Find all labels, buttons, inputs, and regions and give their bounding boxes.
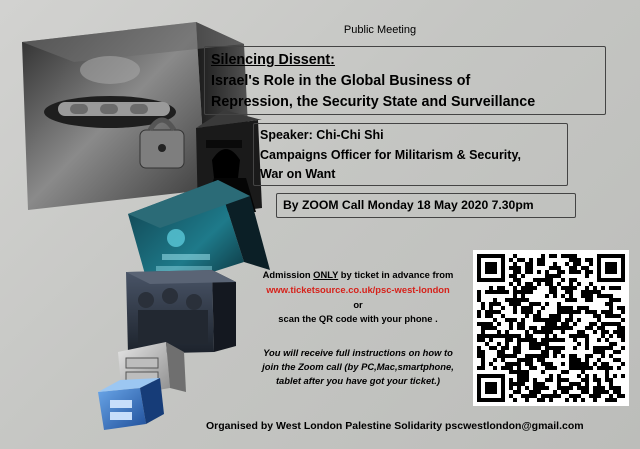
or-text: or	[353, 299, 363, 310]
speaker-name: Speaker: Chi-Chi Shi	[260, 128, 384, 142]
title-line-3: Repression, the Security State and Surveillance	[211, 94, 536, 110]
admission-pre: Admission	[262, 269, 314, 280]
organiser-footer: Organised by West London Palestine Solidarity pscwestlondon@gmail.com	[206, 420, 584, 432]
instructions-line-1: You will receive full instructions on how to	[263, 347, 453, 358]
admission-post: by ticket in advance from	[338, 269, 454, 280]
qr-instruction: scan the QR code with your phone .	[278, 313, 438, 324]
kicker-text: Public Meeting	[343, 24, 417, 36]
qr-code-image	[477, 254, 625, 402]
cube-riot-police	[126, 270, 236, 354]
title-line-1: Silencing Dissent:	[211, 52, 335, 68]
qr-code[interactable]	[473, 250, 629, 406]
speaker-role: Campaigns Officer for Militarism & Security,	[260, 147, 521, 162]
ticket-link[interactable]: www.ticketsource.co.uk/psc-west-london	[266, 284, 450, 295]
zoom-date-box: By ZOOM Call Monday 18 May 2020 7.30pm	[276, 193, 576, 218]
instructions-line-3: tablet after you have got your ticket.)	[275, 375, 441, 386]
speaker-box	[253, 123, 568, 186]
cube-blue-cameras	[98, 378, 164, 430]
title-box	[204, 46, 606, 115]
admission-text	[230, 268, 486, 282]
admission-only: ONLY	[313, 269, 339, 280]
instructions-line-2: join the Zoom call (by PC,Mac,smartphone,	[262, 361, 454, 372]
title-line-2: Israel's Role in the Global Business of	[211, 73, 471, 89]
speaker-org: War on Want	[260, 167, 336, 181]
